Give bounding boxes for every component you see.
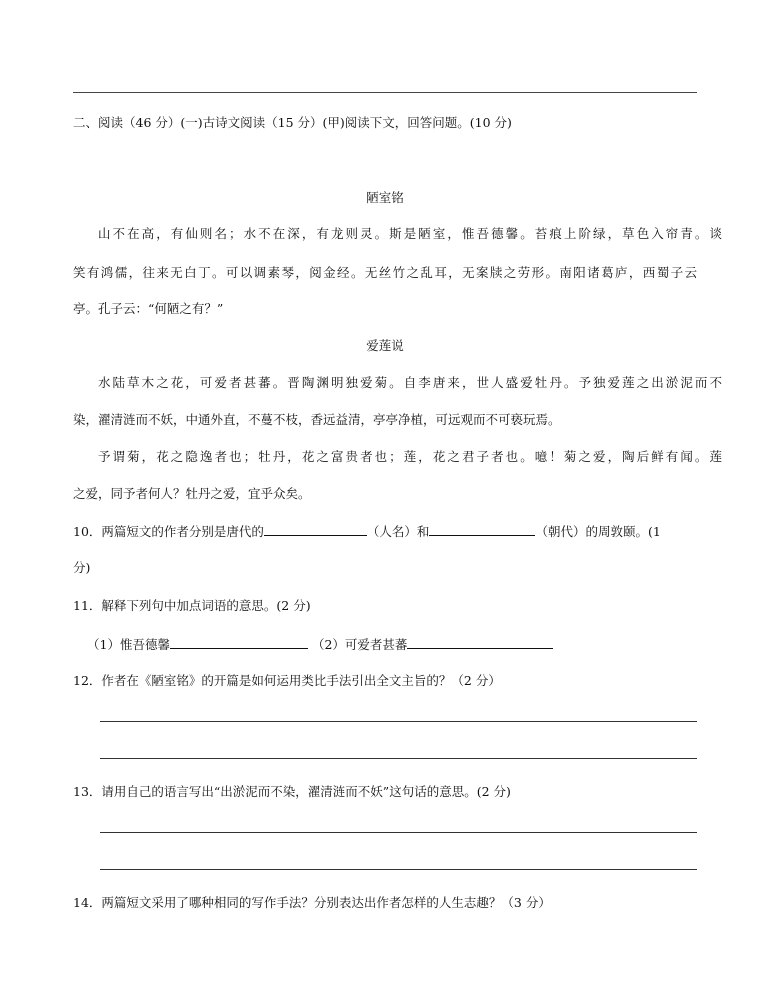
question-11-subparts: [87, 635, 711, 654]
poem1-line-3: 亭。孔子云：“何陋之有？”: [73, 301, 224, 316]
q13-answer-line-2[interactable]: [100, 869, 697, 870]
poem2-line-1: 水陆草木之花，可爱者甚蕃。晋陶渊明独爱菊。自李唐来，世人盛爱牡丹。予独爱莲之出淤泥而不: [98, 375, 722, 390]
section-header: 二、阅读（46 分）(一)古诗文阅读（15 分）(甲)阅读下文，回答问题。(10 分): [73, 115, 512, 130]
q11-sub2-label: （2）可爱者甚蕃: [311, 637, 408, 652]
q10-text-a: 10．两篇短文的作者分别是唐代的: [73, 524, 264, 539]
q13-answer-line-1[interactable]: [100, 832, 697, 833]
q10-text-b: （人名）和: [366, 524, 430, 539]
poem1-line-2: 笑有鸿儒，往来无白丁。可以调素琴，阅金经。无丝竹之乱耳，无案牍之劳形。南阳诸葛庐，西蜀子云: [73, 265, 697, 280]
poem2-line-3: 予谓菊，花之隐逸者也；牡丹，花之富贵者也；莲，花之君子者也。噫！菊之爱，陶后鲜有闻。莲: [98, 449, 722, 464]
poem2-line-4: 之爱，同予者何人？牡丹之爱，宜乎众矣。: [73, 486, 311, 501]
q10-blank-author[interactable]: [264, 522, 367, 536]
poem-title-ai-lian-shuo: 爱莲说: [366, 338, 404, 353]
question-14: 14．两篇短文采用了哪种相同的写作手法？分别表达出作者怎样的人生志趣？（3 分）: [73, 895, 551, 910]
question-12: 12．作者在《陋室铭》的开篇是如何运用类比手法引出全文主旨的？（2 分）: [73, 673, 501, 688]
poem-title-lou-shi-ming: 陋室铭: [366, 190, 404, 205]
q12-answer-line-1[interactable]: [100, 721, 697, 722]
q10-blank-dynasty[interactable]: [429, 522, 535, 536]
q11-blank-2[interactable]: [407, 635, 553, 649]
q12-answer-line-2[interactable]: [100, 758, 697, 759]
poem1-line-1: 山不在高，有仙则名；水不在深，有龙则灵。斯是陋室，惟吾德馨。苔痕上阶绿，草色入帘青。谈: [98, 226, 722, 241]
question-13: 13．请用自己的语言写出“出淤泥而不染，濯清涟而不妖”这句话的意思。(2 分): [73, 784, 511, 799]
question-10-continued: 分): [73, 560, 91, 575]
q10-text-c: （朝代）的周敦颐。(1: [535, 524, 661, 539]
top-divider: [73, 92, 697, 93]
q11-blank-1[interactable]: [170, 635, 308, 649]
q11-sub1-label: （1）惟吾德馨: [87, 637, 170, 652]
question-10: [73, 522, 697, 541]
poem2-line-2: 染，濯清涟而不妖，中通外直，不蔓不枝，香远益清，亭亭净植，可远观而不可亵玩焉。: [73, 412, 561, 427]
question-11: 11．解释下列句中加点词语的意思。(2 分): [73, 598, 311, 613]
